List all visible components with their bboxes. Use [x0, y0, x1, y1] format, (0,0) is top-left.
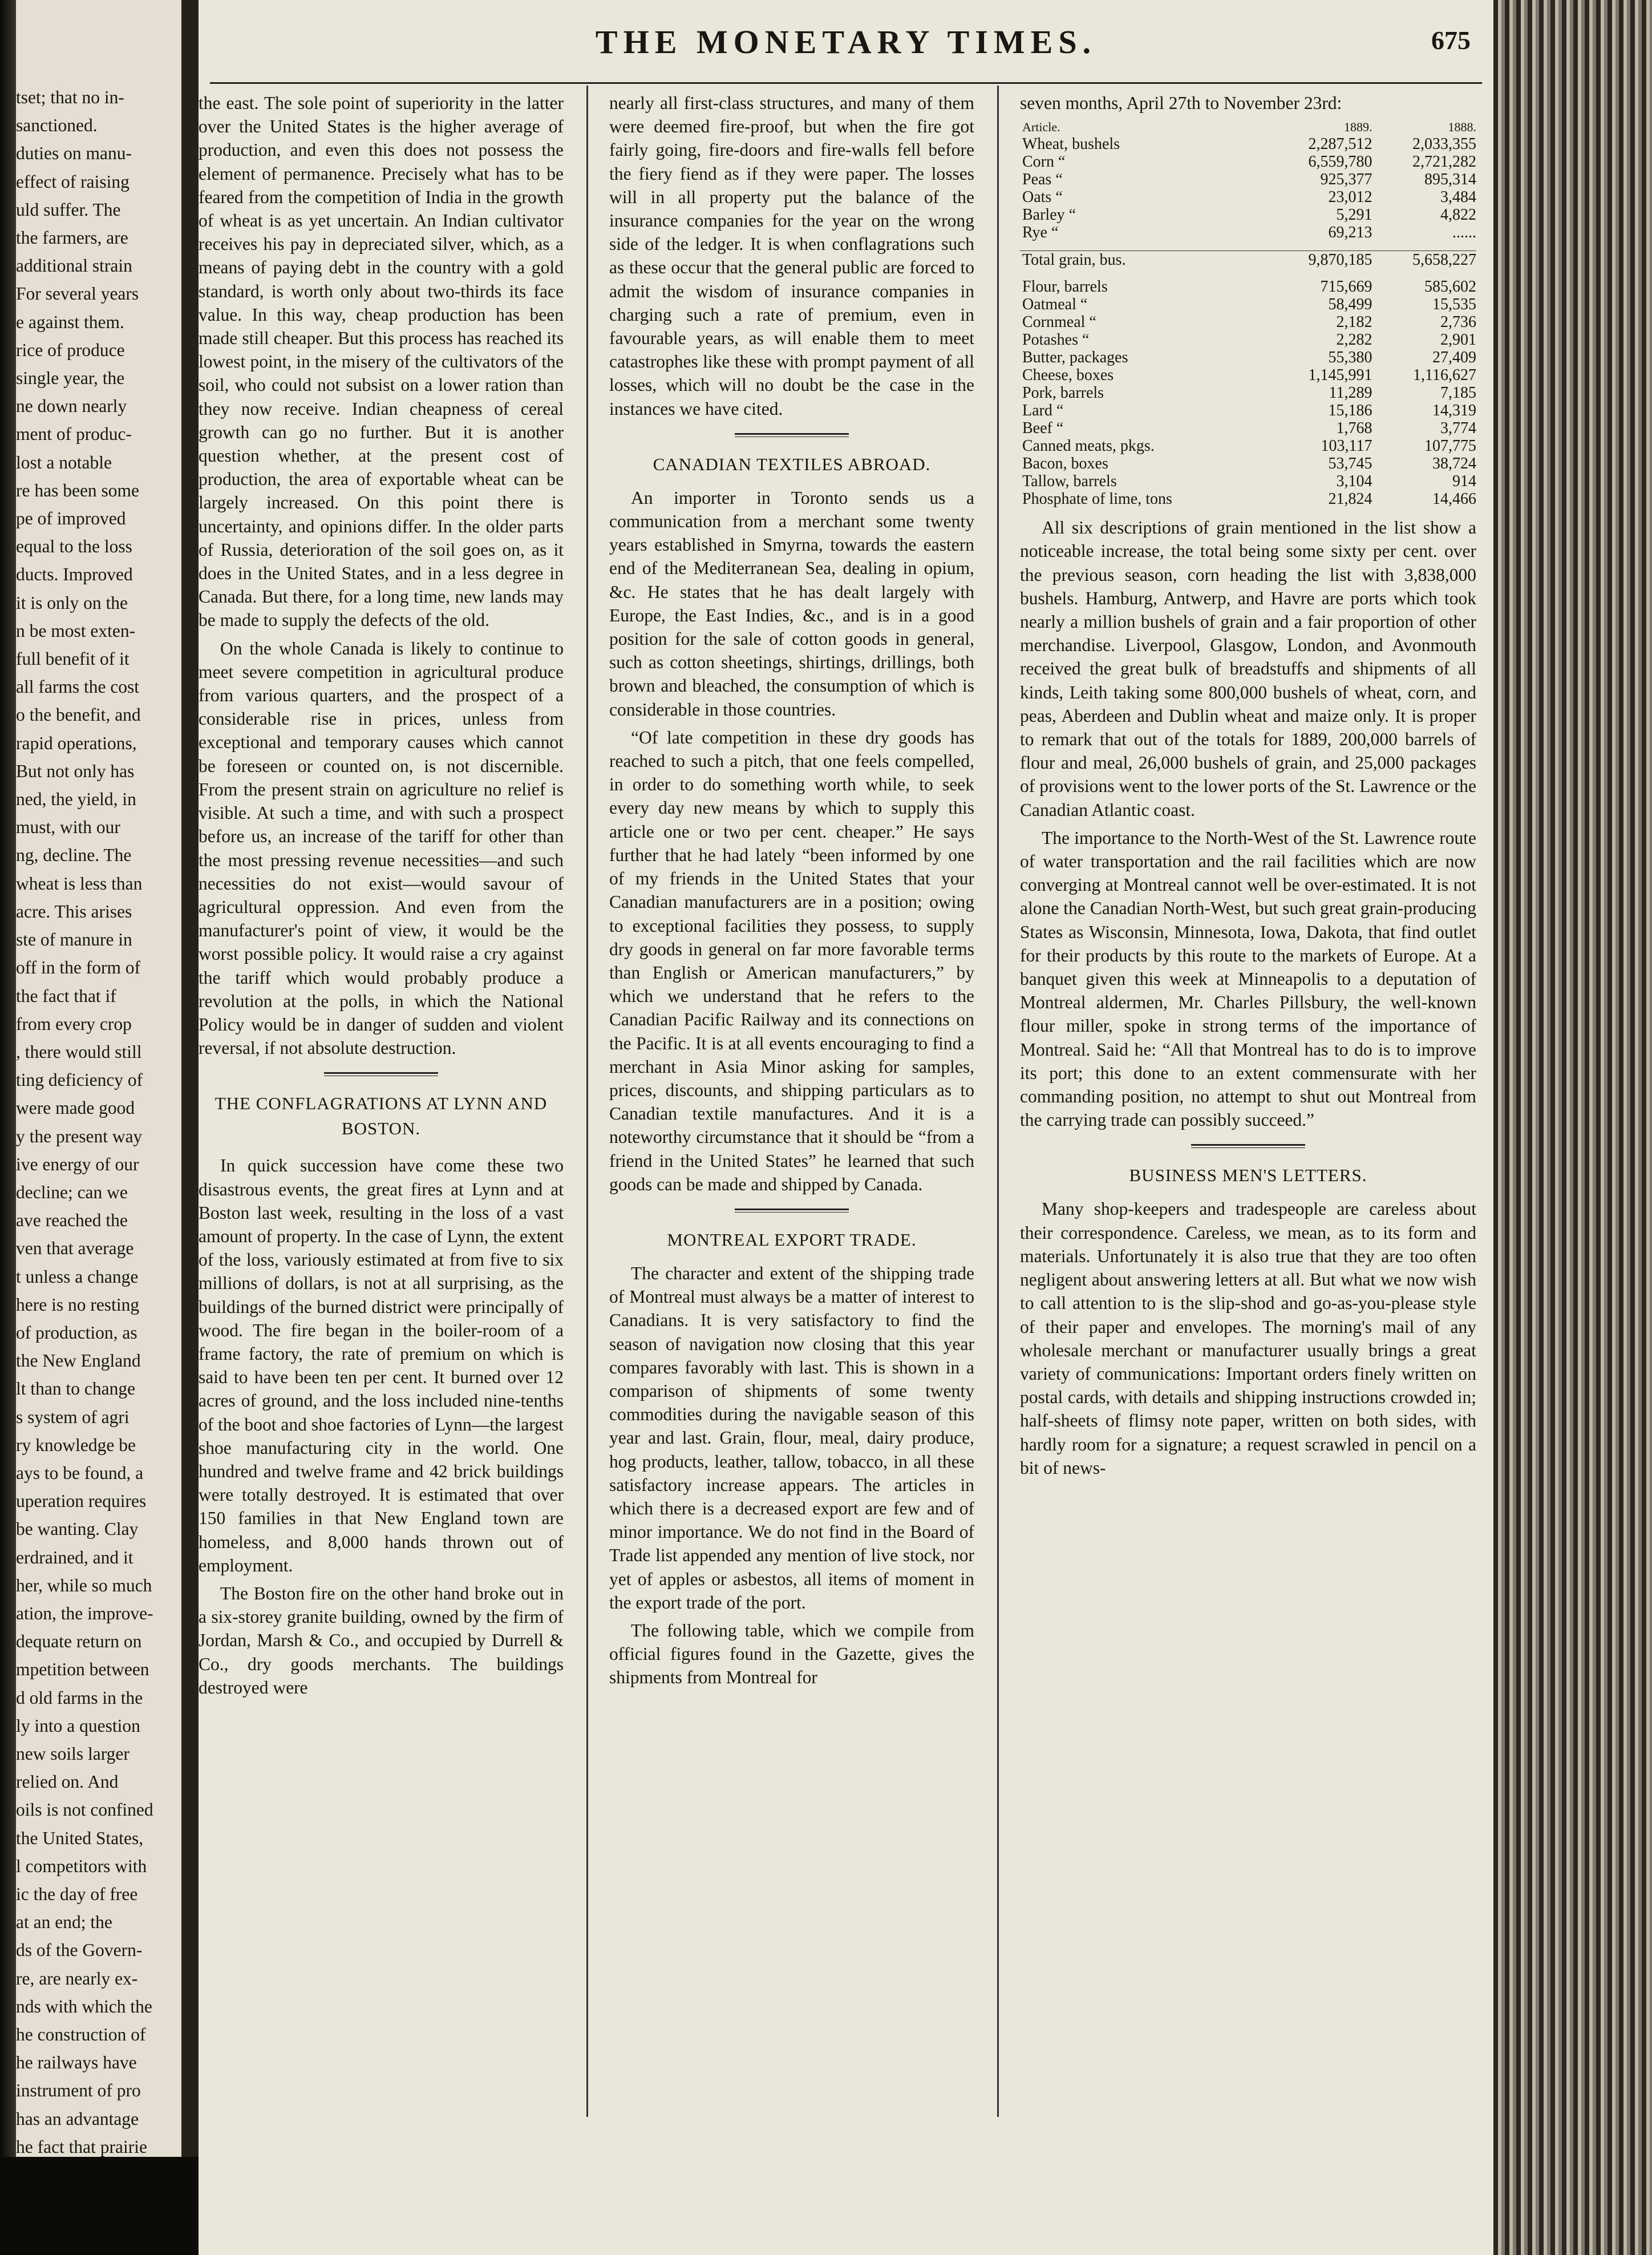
column-rule	[997, 86, 999, 2117]
table-cell-label: Beef “	[1022, 419, 1064, 438]
table-cell-value: 925,377	[1320, 171, 1372, 189]
table-cell-value: 1,768	[1336, 419, 1372, 438]
header-rule	[210, 82, 1482, 84]
left-page-line: l competitors with	[16, 1856, 147, 1876]
table-cell-label: Barley “	[1022, 206, 1076, 224]
table-row	[1020, 278, 1476, 296]
table-cell-label: Corn “	[1022, 153, 1066, 171]
left-page-line: ting deficiency of	[16, 1070, 143, 1090]
table-row	[1020, 349, 1476, 366]
page-stack-edge	[1493, 0, 1652, 2255]
table-cell-value: 715,669	[1320, 278, 1372, 296]
left-page-line: full benefit of it	[16, 649, 129, 669]
table-row	[1020, 402, 1476, 419]
table-cell-value: 53,745	[1328, 455, 1372, 473]
table-cell-label: Cornmeal “	[1022, 313, 1096, 332]
section-divider	[735, 1209, 849, 1213]
left-page-line: erdrained, and it	[16, 1547, 133, 1567]
page-header	[199, 23, 1493, 63]
table-cell-value: 69,213	[1328, 224, 1372, 242]
table-cell-label: Oatmeal “	[1022, 296, 1088, 314]
left-page-line: ays to be found, a	[16, 1462, 144, 1483]
table-cell-value: 58,499	[1328, 296, 1372, 314]
left-page-line: acre. This arises	[16, 901, 132, 922]
left-page-line: rapid operations,	[16, 733, 137, 753]
table-cell-value: 107,775	[1424, 437, 1476, 455]
table-row	[1020, 437, 1476, 455]
article-paragraph: The Boston fire on the other hand broke out in a six-storey granite building, owned by the firm of Jordan, Marsh & Co., and occupied by Durrell & Co., dry goods merchants. The buildings destroyed were	[199, 1583, 564, 1698]
left-page-line: re, are nearly ex-	[16, 1968, 138, 1989]
left-page-line: must, with our	[16, 817, 120, 838]
table-spacer	[1020, 241, 1476, 251]
left-page-line: ry knowledge be	[16, 1434, 136, 1455]
table-cell-label: Rye “	[1022, 224, 1059, 242]
table-row	[1020, 171, 1476, 188]
left-page-line: dequate return on	[16, 1631, 142, 1652]
left-page-line: of production, as	[16, 1322, 137, 1343]
left-page-line: ducts. Improved	[16, 564, 133, 585]
table-cell-value: 27,409	[1432, 349, 1476, 367]
table-cell-value: 15,535	[1432, 296, 1476, 314]
left-page-line: ly into a question	[16, 1715, 140, 1736]
table-cell-value: ......	[1452, 224, 1476, 242]
article-heading: BUSINESS MEN'S LETTERS.	[1129, 1165, 1367, 1186]
article-paragraph: The importance to the North-West of the St. Lawrence route of water transportation and the rail facilities which are now converging at Montreal cannot well be over-estimated. It is not alone the Canadian North-West, but such great grain-producing States as Wisconsin, Minnesota, Iowa, Dakota, that find outlet for their products by this route to the markets of Europe. At a banquet given this week at Minneapolis to a deputation of Montreal aldermen, Mr. Charles Pillsbury, the well-known flour miller, spoke in strong terms of the importance of Montreal. Said he: “All that Montreal has to do is to improve its port; this done to an extent commensurate with her commanding position, no attempt to shut out Montreal from the carrying trade can possibly succeed.”	[1020, 827, 1476, 1130]
left-page-line: ment of produc-	[16, 424, 132, 444]
table-cell-value: 7,185	[1440, 384, 1476, 402]
table-cell-label: Butter, packages	[1022, 349, 1128, 367]
article-paragraph: nearly all first-class structures, and many of them were deemed fire-proof, but when the fire got fairly going, fire-doors and fire-walls fell before the fiery fiend as if they were paper. The losses will in all property put the balance of the insurance companies for the year on the wrong side of the ledger. It is when conflagrations such as these occur that the general public are forced to admit the wisdom of insurance companies in charging such a rate of premium, even in favourable years, as will enable them to meet catastrophes like these with prompt payment of all losses, which will no doubt be the case in the instances we have cited.	[609, 93, 974, 419]
left-page-line: oils is not confined	[16, 1800, 153, 1820]
article-paragraph: In quick succession have come these two disastrous events, the great fires at Lynn and at Boston last week, resulting in the loss of a vast amount of property. In the case of Lynn, the extent of the loss, variously estimated at from five to six millions of dollars, is not at all surprising, as the buildings of the burned district were principally of wood. The fire began in the boiler-room of a frame factory, the rate of premium on which is said to have been ten per cent. It burned over 12 acres of ground, and the loss included nine-tenths of the boot and shoe factories of Lynn—the largest shoe manufacturing city in the world. One hundred and twelve frame and 42 brick buildings were totally destroyed. It is estimated that over 150 families in that New England town are homeless, and 8,000 hands thrown out of employment.	[199, 1155, 564, 1575]
table-cell-value: 15,186	[1328, 402, 1372, 420]
table-cell-label: Bacon, boxes	[1022, 455, 1108, 473]
table-row	[1020, 472, 1476, 490]
left-page-line: were made good	[16, 1098, 135, 1118]
book-binding	[0, 0, 16, 2255]
article-paragraph: An importer in Toronto sends us a communication from a merchant some twenty years established in Smyrna, towards the eastern end of the Mediterranean Sea, dealing in opium, &c. He states that he has dealt largely with Europe, the East Indies, &c., and is in a good position for the sale of cotton goods in general, such as cotton sheetings, shirtings, drillings, both brown and bleached, the consumption of which is considerable in those countries.	[609, 487, 974, 720]
table-cell-value: 9,870,185	[1268, 251, 1372, 269]
left-page-line: s system of agri	[16, 1407, 129, 1427]
table-cell-value: 4,822	[1440, 206, 1476, 224]
left-page-line: d old farms in the	[16, 1687, 143, 1708]
left-page-line: the United States,	[16, 1828, 144, 1848]
left-page-line: relied on. And	[16, 1772, 119, 1792]
left-page-line: e against them.	[16, 312, 124, 332]
article-paragraph: “Of late competition in these dry goods has reached to such a pitch, that one feels compelled, in order to do something worth while, to seek every day new means by which to supply this article one or two per cent. cheaper.” He says further that he had lately “been informed by one of my friends in the United States that your Canadian manufacturers are in a position; owing to exceptional facilities they possess, to supply dry goods in general on far more favorable terms than English or American manufacturers,” by which we understand that he refers to the Canadian Pacific Railway and its connections on the Pacific. It is at all events encouraging to find a merchant in Asia Minor asking for samples, prices, discounts, and shipping particulars as to Canadian textile manufactures. And it is a noteworthy circumstance that it should be “from a friend in the United States” he learned that such goods can be made and shipped by Canada.	[609, 727, 974, 1194]
left-page-line: ste of manure in	[16, 930, 132, 950]
column-rule	[586, 86, 588, 2117]
table-cell-value: 2,721,282	[1412, 153, 1476, 171]
section-divider	[324, 1072, 438, 1076]
table-cell-value: 2,736	[1440, 313, 1476, 332]
table-cell-label: Oats “	[1022, 188, 1063, 207]
table-row	[1020, 366, 1476, 384]
left-page-line: instrument of pro	[16, 2080, 141, 2101]
table-cell-value: 55,380	[1328, 349, 1372, 367]
table-cell-label: Potashes “	[1022, 331, 1090, 349]
table-cell-value: 5,291	[1336, 206, 1372, 224]
table-cell-label: Phosphate of lime, tons	[1022, 490, 1172, 508]
left-page-line: single year, the	[16, 368, 125, 389]
left-page-line: For several years	[16, 284, 139, 304]
left-page-line: ne down nearly	[16, 396, 127, 417]
export-table	[1020, 119, 1476, 508]
newspaper-page	[199, 0, 1493, 2255]
table-spacer	[1020, 269, 1476, 278]
table-cell-label: Flour, barrels	[1022, 278, 1108, 296]
left-page-line: lost a notable	[16, 452, 112, 472]
left-page-line: he construction of	[16, 2024, 146, 2045]
table-cell-value: 1889.	[1343, 120, 1372, 135]
article-paragraph: On the whole Canada is likely to continue to meet severe competition in agricultural produce from various quarters, and the prospect of a considerable rise in prices, unless from exceptional and temporary causes which cannot be foreseen or counted on, is not discernible. From the present strain on agriculture no relief is visible. At such a time, and with such a prospect before us, an increase of the tariff for other than the most pressing revenue necessities—and such necessities do not exist—would savour of agricultural oppression. And even from the manufacturer's point of view, it would be the worst possible policy. It would raise a cry against the tariff which would probably produce a revolution at the polls, in which the National Policy would be in danger of sudden and violent reversal, if not absolute destruction.	[199, 638, 564, 1058]
left-page-line: sanctioned.	[16, 115, 98, 136]
table-cell-value: 14,466	[1432, 490, 1476, 508]
column-1	[199, 91, 564, 1704]
left-page-line: , there would still	[16, 1041, 142, 1062]
left-page-line: additional strain	[16, 256, 132, 276]
table-cell-value: 11,289	[1329, 384, 1372, 402]
table-cell-value: 2,282	[1336, 331, 1372, 349]
table-cell-label: Article.	[1022, 120, 1060, 135]
table-row	[1020, 188, 1476, 206]
left-page-line: new soils larger	[16, 1743, 129, 1764]
column-3	[1020, 91, 1476, 1484]
left-page-line: nds with which the	[16, 1996, 152, 2016]
table-row	[1020, 490, 1476, 508]
left-page-line: ng, decline. The	[16, 845, 132, 866]
left-page-line: lt than to change	[16, 1379, 136, 1399]
left-page-line: all farms the cost	[16, 677, 140, 697]
section-divider	[735, 433, 849, 437]
masthead-title: THE MONETARY TIMES.	[595, 23, 1097, 60]
left-page-line: But not only has	[16, 761, 135, 781]
table-cell-value: 3,484	[1440, 188, 1476, 207]
article-paragraph: The following table, which we compile from official figures found in the Gazette, gives the shipments from Montreal for	[609, 1620, 974, 1688]
table-cell-value: 3,774	[1440, 419, 1476, 438]
article-paragraph: The character and extent of the shipping trade of Montreal must always be a matter of interest to Canadians. It is very satisfactory to find the season of navigation now closing that this year compares favorably with last. This is shown in a comparison of shipments of some twenty commodities during the navigable season of this year and last. Grain, flour, meal, dairy produce, hog products, leather, tallow, tobacco, in all these satisfactory increase appears. The articles in which there is a decreased export are few and of minor importance. We do not find in the Board of Trade list appended any mention of live stock, nor yet of apples or asbestos, all items of moment in the export trade of the port.	[609, 1263, 974, 1613]
table-cell-label: Tallow, barrels	[1022, 472, 1117, 491]
table-cell-value: 2,901	[1440, 331, 1476, 349]
left-page-column	[16, 86, 187, 2219]
left-page-line: be wanting. Clay	[16, 1519, 139, 1539]
left-page-line: ven that average	[16, 1238, 134, 1259]
table-cell-value: 1,145,991	[1308, 366, 1372, 385]
table-cell-value: 6,559,780	[1308, 153, 1372, 171]
table-cell-label: Total grain, bus.	[1020, 251, 1268, 269]
table-cell-value: 3,104	[1336, 472, 1372, 491]
table-row	[1020, 251, 1476, 269]
left-page-line: the New England	[16, 1351, 141, 1371]
left-page-line: ation, the improve-	[16, 1603, 153, 1623]
page-gutter	[181, 0, 199, 2255]
article-paragraph: the east. The sole point of superiority in the latter over the United States is the higher average of production, and even this does not possess the element of permanence. Precisely what has to be feared from the competition of India in the growth of wheat is as yet uncertain. An Indian cultivator receives his pay in depreciated silver, which, as a means of paying debt in the country with a gold standard, is worth only about two-thirds its face value. In this way, cheap production has been made still cheaper. But this process has reached its lowest point, in the misery of the cultivators of the soil, who could not subsist on a lower ration than they now receive. Indian cheapness of cereal growth can go no further. But it is another question whether, at the present cost of production, the area of exportable wheat can be largely increased. On this point there is uncertainty, and opinions differ. In the older parts of Russia, deterioration of the soil goes on, as it does in the United States, and in a less degree in Canada. But there, for a long time, new lands may be made to supply the defects of the old.	[199, 93, 564, 631]
article-paragraph: All six descriptions of grain mentioned in the list show a noticeable increase, the total being some sixty per cent. over the previous season, corn heading the list with 3,838,000 bushels. Hamburg, Antwerp, and Havre are ports which took nearly a million bushels of grain and a fair proportion of other merchandise. Liverpool, Glasgow, London, and Avonmouth received the great bulk of breadstuffs and shipments of all kinds, Leith taking some 800,000 bushels of wheat, corn, and peas, Aberdeen and Dublin wheat and maize only. It is proper to remark that out of the totals for 1889, 200,000 barrels of flour and meal, 26,000 bushels of grain, and 25,000 packages of provisions went to the lower ports of the St. Lawrence or the Canadian Atlantic coast.	[1020, 518, 1476, 820]
left-page-line: uld suffer. The	[16, 199, 121, 220]
table-cell-label: Cheese, boxes	[1022, 366, 1114, 385]
left-page-line: n be most exten-	[16, 620, 136, 641]
left-page-line: y the present way	[16, 1126, 143, 1146]
table-cell-label: Peas “	[1022, 171, 1063, 189]
left-page-line: decline; can we	[16, 1182, 128, 1202]
left-page-line: here is no resting	[16, 1294, 140, 1315]
table-cell-value: 914	[1452, 472, 1476, 491]
table-cell-value: 38,724	[1432, 455, 1476, 473]
article-heading: MONTREAL EXPORT TRADE.	[667, 1229, 917, 1250]
table-cell-value: 5,658,227	[1372, 251, 1476, 269]
column-2	[609, 91, 974, 1694]
left-page-line: ave reached the	[16, 1210, 128, 1231]
section-divider	[1191, 1144, 1305, 1148]
left-page-line: ned, the yield, in	[16, 789, 136, 810]
left-page	[16, 0, 181, 2157]
table-cell-value: 2,287,512	[1308, 135, 1372, 153]
table-row	[1020, 455, 1476, 472]
left-page-line: rice of produce	[16, 340, 125, 360]
table-row	[1020, 384, 1476, 402]
table-cell-value: 1888.	[1448, 120, 1476, 135]
table-cell-label: Canned meats, pkgs.	[1022, 437, 1155, 455]
table-intro: seven months, April 27th to November 23rd:	[1020, 93, 1342, 113]
left-page-line: at an end; the	[16, 1912, 112, 1933]
left-page-line: re has been some	[16, 480, 140, 500]
table-cell-value: 23,012	[1328, 188, 1372, 207]
left-page-line: o the benefit, and	[16, 705, 141, 725]
left-page-line: he railways have	[16, 2052, 137, 2073]
article-heading: THE CONFLAGRATIONS AT LYNN AND BOSTON.	[214, 1093, 548, 1139]
left-page-line: off in the form of	[16, 957, 141, 978]
left-page-line: uperation requires	[16, 1491, 147, 1512]
table-row	[1020, 419, 1476, 437]
table-row	[1020, 331, 1476, 349]
table-cell-value: 21,824	[1328, 490, 1372, 508]
left-page-line: pe of improved	[16, 508, 126, 529]
table-cell-value: 1,116,627	[1413, 366, 1476, 385]
left-page-line: duties on manu-	[16, 143, 132, 164]
left-page-line: wheat is less than	[16, 873, 143, 894]
table-cell-value: 2,033,355	[1412, 135, 1476, 153]
article-heading: CANADIAN TEXTILES ABROAD.	[653, 454, 931, 474]
table-row	[1020, 119, 1476, 135]
left-page-line: her, while so much	[16, 1575, 152, 1595]
left-page-line: ds of the Govern-	[16, 1940, 143, 1961]
left-page-line: it is only on the	[16, 592, 128, 613]
left-page-line: the farmers, are	[16, 228, 128, 248]
table-cell-value: 103,117	[1321, 437, 1372, 455]
left-page-line: has an advantage	[16, 2108, 139, 2129]
left-page-line: effect of raising	[16, 171, 129, 192]
article-paragraph: Many shop-keepers and tradespeople are careless about their correspondence. Careless, we mean, as to its form and materials. Unfortunately it is also true that they are too often negligent about answering letters at all. But what we now wish to call attention to is the slip-shod and go-as-you-please style of their paper and envelopes. The morning's mail of any wholesale merchant or manufacturer usually brings a great variety of communications: Important orders finely written on postal cards, with details and shipping instructions crowded in; half-sheets of flimsy note paper, written on both sides, with hardly room for a signature; a request scrawled in pencil on a bit of news-	[1020, 1199, 1476, 1478]
table-cell-label: Pork, barrels	[1022, 384, 1104, 402]
left-page-line: ic the day of free	[16, 1884, 138, 1904]
table-row	[1020, 206, 1476, 224]
left-page-line: ive energy of our	[16, 1154, 139, 1174]
left-page-line: the fact that if	[16, 985, 116, 1006]
left-page-line: tset; that no in-	[16, 87, 124, 107]
table-cell-label: Lard “	[1022, 402, 1064, 420]
table-row	[1020, 313, 1476, 331]
page-number: 675	[1431, 26, 1471, 55]
scan-shadow	[0, 2157, 199, 2255]
table-row	[1020, 153, 1476, 171]
table-cell-value: 14,319	[1432, 402, 1476, 420]
left-page-line: t unless a change	[16, 1266, 139, 1287]
table-cell-value: 895,314	[1424, 171, 1476, 189]
table-cell-value: 585,602	[1424, 278, 1476, 296]
left-page-line: equal to the loss	[16, 536, 132, 557]
left-page-line: from every crop	[16, 1013, 132, 1034]
table-cell-label: Wheat, bushels	[1022, 135, 1120, 153]
table-row	[1020, 224, 1476, 241]
table-cell-value: 2,182	[1336, 313, 1372, 332]
left-page-line: mpetition between	[16, 1659, 149, 1680]
left-page-line: he fact that prairie	[16, 2136, 147, 2157]
table-row	[1020, 296, 1476, 313]
table-row	[1020, 135, 1476, 153]
